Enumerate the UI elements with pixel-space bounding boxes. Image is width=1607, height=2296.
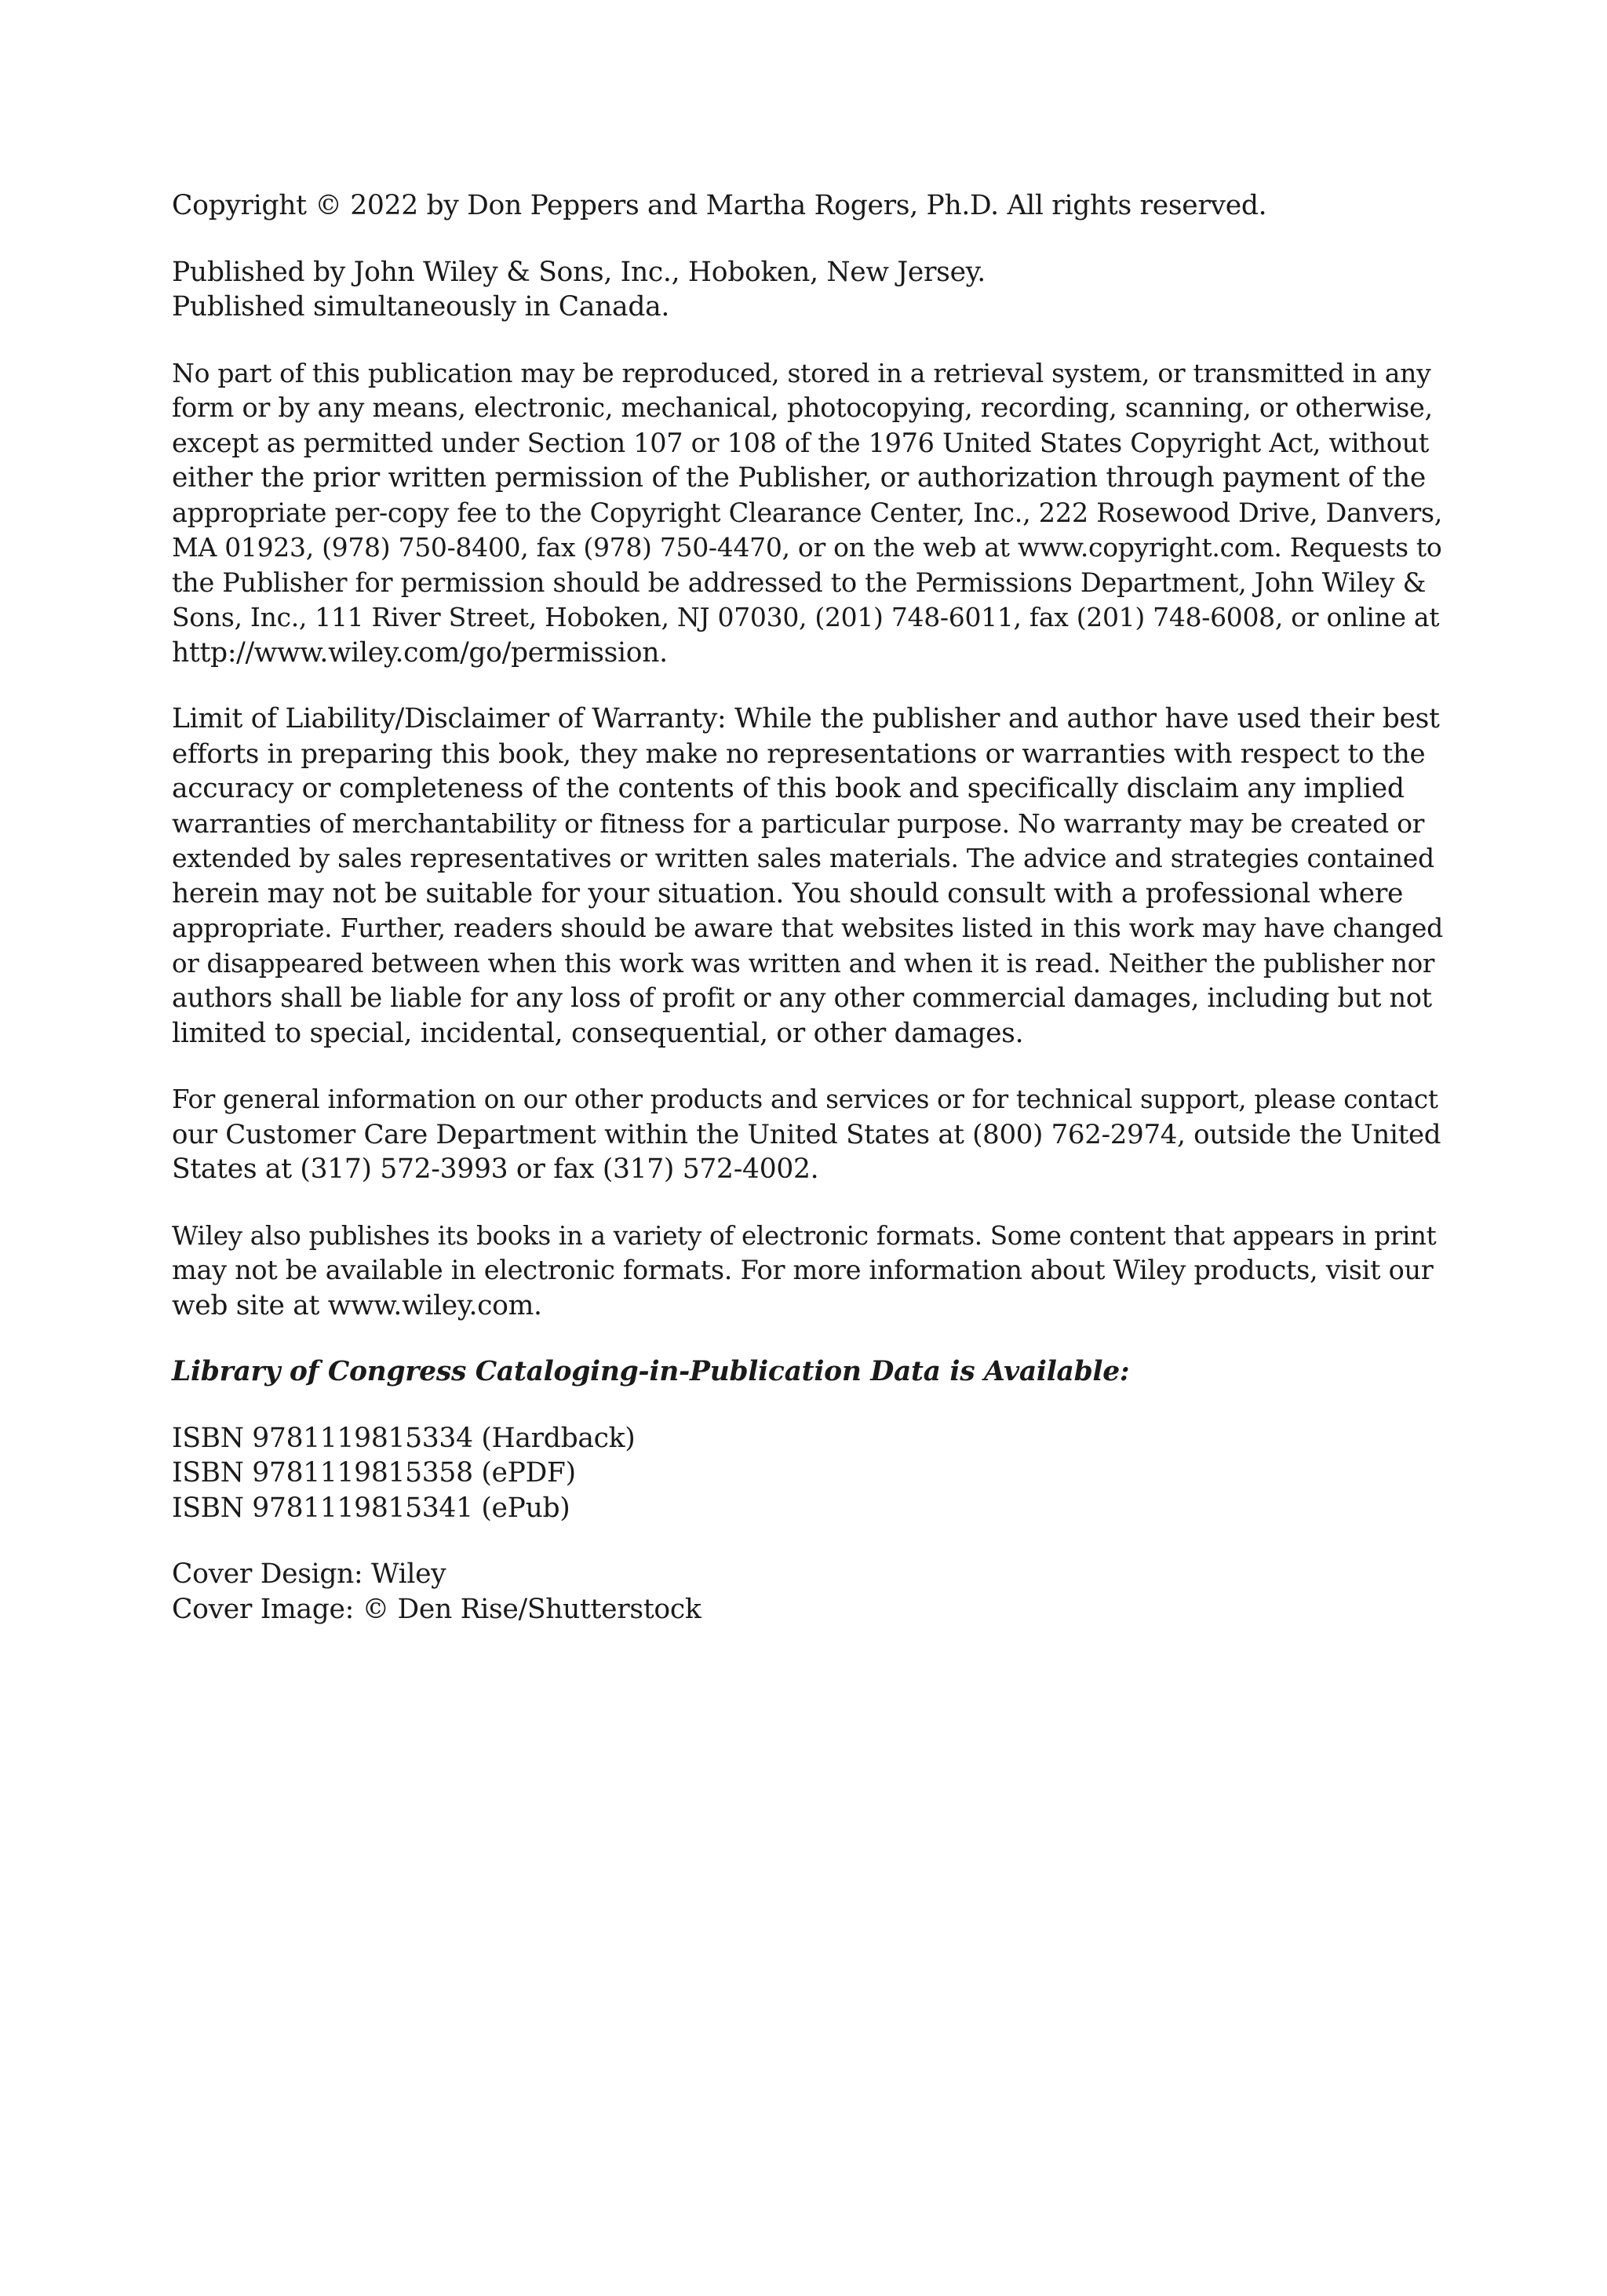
permissions-line: http://www.wiley.com/go/permission. — [172, 636, 668, 669]
permissions-line: except as permitted under Section 107 or 108 of the 1976 United States Copyright Act, without — [172, 427, 1430, 458]
support-line: States at (317) 572-3993 or fax (317) 572-4002. — [172, 1153, 819, 1185]
permissions-line: either the prior written permission of the Publisher, or authorization through payment of the — [172, 462, 1427, 494]
liability-line: extended by sales representatives or written sales materials. The advice and strategies contained — [172, 843, 1434, 873]
copyright-text: Copyright © 2022 by Don Peppers and Martha Rogers, Ph.D. All rights reserved. — [172, 190, 1267, 221]
isbn-epub: ISBN 9781119815341 (ePub) — [172, 1492, 570, 1524]
cip-heading — [172, 1354, 1443, 1390]
liability-line: limited to special, incidental, consequential, or other damages. — [172, 1017, 1024, 1049]
permissions-line: the Publisher for permission should be addressed to the Permissions Department, John Wiley & — [172, 567, 1427, 598]
liability-line: accuracy or completeness of the contents of this book and specifically disclaim any implied — [172, 773, 1405, 804]
liability-line: appropriate. Further, readers should be aware that websites listed in this work may have changed — [172, 913, 1443, 943]
formats-line: Wiley also publishes its books in a variety of electronic formats. Some content that appears in print — [172, 1220, 1437, 1251]
liability-line: efforts in preparing this book, they make no representations or warranties with respect to the — [172, 738, 1426, 770]
permissions-line: form or by any means, electronic, mechanical, photocopying, recording, scanning, or otherwise, — [172, 392, 1433, 423]
liability-paragraph — [172, 702, 1443, 1051]
permissions-line: No part of this publication may be reproduced, stored in a retrieval system, or transmitted in any — [172, 357, 1431, 388]
liability-line: herein may not be suitable for your situation. You should consult with a professional where — [172, 877, 1404, 909]
publisher-canada-line: Published simultaneously in Canada. — [172, 291, 670, 323]
isbn-list — [172, 1421, 1443, 1526]
cover-credits — [172, 1557, 1443, 1627]
permissions-paragraph — [172, 356, 1443, 671]
publisher-line: Published by John Wiley & Sons, Inc., Hoboken, New Jersey. — [172, 256, 986, 288]
cip-heading-text: Library of Congress Cataloging-in-Publication Data is Available: — [172, 1356, 1130, 1387]
copyright-page — [172, 188, 1443, 1658]
permissions-line: Sons, Inc., 111 River Street, Hoboken, NJ 07030, (201) 748-6011, fax (201) 748-6008, or online at — [172, 602, 1440, 632]
cover-image-credit: Cover Image: © Den Rise/Shutterstock — [172, 1593, 701, 1625]
formats-line: may not be available in electronic formats. For more information about Wiley products, visit our — [172, 1255, 1434, 1285]
liability-line: authors shall be liable for any loss of profit or any other commercial damages, including but not — [172, 982, 1432, 1013]
permissions-line: appropriate per-copy fee to the Copyright Clearance Center, Inc., 222 Rosewood Drive, Danvers, — [172, 497, 1443, 528]
formats-line: web site at www.wiley.com. — [172, 1289, 542, 1321]
liability-line: or disappeared between when this work was written and when it is read. Neither the publisher nor — [172, 948, 1435, 979]
copyright-line — [172, 188, 1443, 224]
liability-line: warranties of merchantability or fitness for a particular purpose. No warranty may be created or — [172, 807, 1425, 839]
formats-paragraph — [172, 1219, 1443, 1324]
liability-line: Limit of Liability/Disclaimer of Warranty: While the publisher and author have used their best — [172, 703, 1440, 734]
publisher-block — [172, 255, 1443, 325]
support-line: For general information on our other products and services or for technical support, please contact — [172, 1084, 1438, 1114]
support-paragraph — [172, 1082, 1443, 1187]
cover-design-credit: Cover Design: Wiley — [172, 1558, 446, 1590]
support-line: our Customer Care Department within the United States at (800) 762-2974, outside the United — [172, 1118, 1441, 1150]
isbn-hardback: ISBN 9781119815334 (Hardback) — [172, 1422, 636, 1454]
isbn-epdf: ISBN 9781119815358 (ePDF) — [172, 1457, 576, 1489]
permissions-line: MA 01923, (978) 750-8400, fax (978) 750-4470, or on the web at www.copyright.com. Requests to — [172, 532, 1442, 563]
